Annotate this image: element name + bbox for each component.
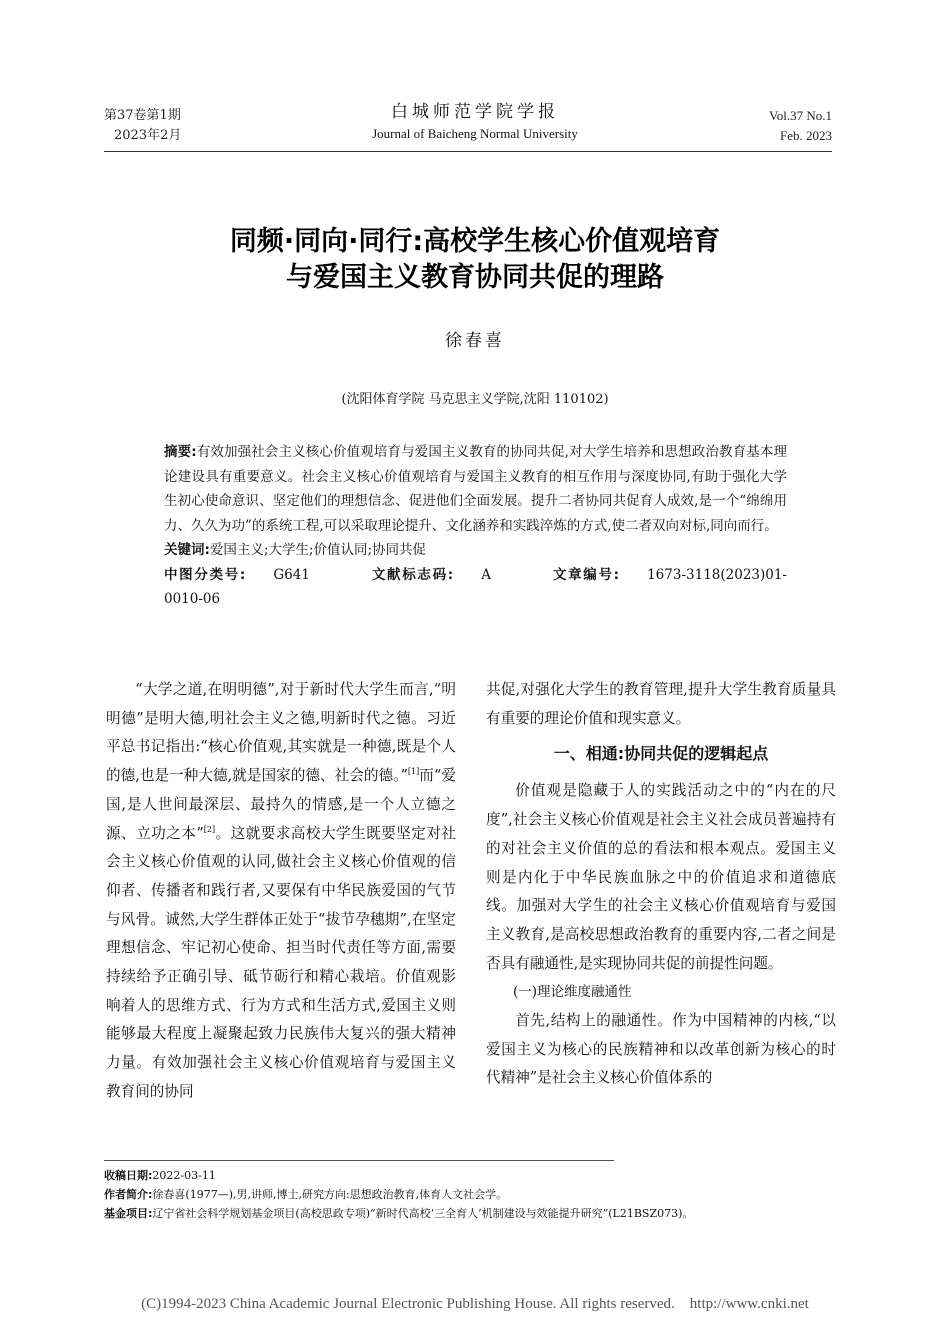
clc-label: 中图分类号: [164,566,246,583]
citation-ref[interactable]: [1] [407,767,420,777]
footnote-divider [104,1160,614,1161]
doc-code-value: A [481,566,491,583]
paragraph: 首先,结构上的融通性。作为中国精神的内核,“以爱国主义为核心的民族精神和以改革创新为核心的时代精神”是社会主义核心价值体系的 [486,1012,836,1087]
abstract-text: 有效加强社会主义核心价值观培育与爱国主义教育的协同共促,对大学生培养和思想政治教育基本理论建设具有重要意义。社会主义核心价值观培育与爱国主义教育的相互作用与深度协同,有助于强化大学生初心使命意识、坚定他们的理想信念、促进他们全面发展。提升二者协同共促育人成效,是一个“绵绵用力、久久为功”的系统工程,可以采取理论提升、文化涵养和实践淬炼的方式,使二者双向对标,同向而行。 [164,444,787,534]
body-right-column [486,676,836,1093]
citation-ref[interactable]: [2] [203,824,216,834]
abstract-label: 摘要: [164,444,197,460]
clc-value: G641 [273,566,310,583]
date-cn: 2023年2月 [114,128,182,143]
keywords: 爱国主义;大学生;价值认同;协同共促 [209,542,427,558]
author-info: 徐春喜(1977—),男,讲师,博士,研究方向:思想政治教育,体育人文社会学。 [152,1188,508,1201]
header-left [104,106,254,146]
article-no-value: 1673-3118(2023)01-0010-06 [164,566,787,607]
received-label: 收稿日期: [104,1169,153,1182]
subsection-heading: (一)理论维度融通性 [513,984,632,1001]
volume-en: Vol.37 No.1 [769,108,832,123]
journal-title-en: Journal of Baicheng Normal University [372,126,578,141]
affiliation: (沈阳体育学院 马克思主义学院,沈阳 110102) [341,392,609,407]
journal-title-cn: 白城师范学院学报 [391,102,559,122]
author-name: 徐春喜 [445,331,505,351]
volume-cn: 第37卷第1期 [104,108,181,123]
section-heading: 一、相通:协同共促的逻辑起点 [553,744,769,764]
article-title-line2: 与爱国主义教育协同共促的理路 [286,262,664,293]
copyright-notice: (C)1994-2023 China Academic Journal Electronic Publishing House. All rights reserved. http://www.cnki.net [141,1296,809,1312]
received-date: 2022-03-11 [152,1169,216,1182]
header-divider [104,151,832,152]
author-info-label: 作者简介: [104,1188,153,1201]
abstract-block [164,440,787,612]
footnotes [104,1166,834,1223]
keywords-label: 关键词: [164,542,210,558]
article-no-label: 文章编号: [552,566,620,583]
article-title-line1: 同频·同向·同行:高校学生核心价值观培育 [229,226,721,257]
paragraph: “大学之道,在明明德”,对于新时代大学生而言,“明明德”是明大德,明社会主义之德,明新时代之德。习近平总书记指出:“核心价值观,其实就是一种德,既是个人的德,也是一种大德,就是国家的德、社会的德。”[1]而“爱国,是人世间最深层、最持久的情感,是一个人立德之源、立功之本”[2]。这就要求高校大学生既要坚定对社会主义核心价值观的认同,做社会主义核心价值观的信仰者、传播者和践行者,又要保有中华民族爱国的气节与风骨。诚然,大学生群体正处于“拔节孕穗期”,在坚定理想信念、牢记初心使命、担当时代责任等方面,需要持续给予正确引导、砥节砺行和精心栽培。价值观影响着人的思维方式、行为方式和生活方式,爱国主义则能够最大程度上凝聚起致力民族伟大复兴的强大精神力量。有效加强社会主义核心价值观培育与爱国主义教育间的协同 [106,681,456,1100]
date-en: Feb. 2023 [780,128,832,143]
paragraph: 价值观是隐藏于人的实践活动之中的“内在的尺度”,社会主义核心价值观是社会主义社会成员普遍持有的对社会主义价值的总的看法和根本观点。爱国主义则是内化于中华民族血脉之中的价值追求和道德底线。加强对大学生的社会主义核心价值观培育与爱国主义教育,是高校思想政治教育的重要内容,二者之间是否具有融通性,是实现协同共促的前提性问题。 [486,782,836,972]
fund-label: 基金项目: [104,1207,153,1220]
paragraph: 共促,对强化大学生的教育管理,提升大学生教育质量具有重要的理论价值和现实意义。 [486,681,836,727]
doc-code-label: 文献标志码: [371,566,454,583]
body-left-column [106,676,456,1107]
fund-info: 辽宁省社会科学规划基金项目(高校思政专项)“新时代高校‘三全育人’机制建设与效能提升研究”(L21BSZ073)。 [152,1207,694,1220]
journal-name [300,100,650,144]
header-right [682,106,832,146]
